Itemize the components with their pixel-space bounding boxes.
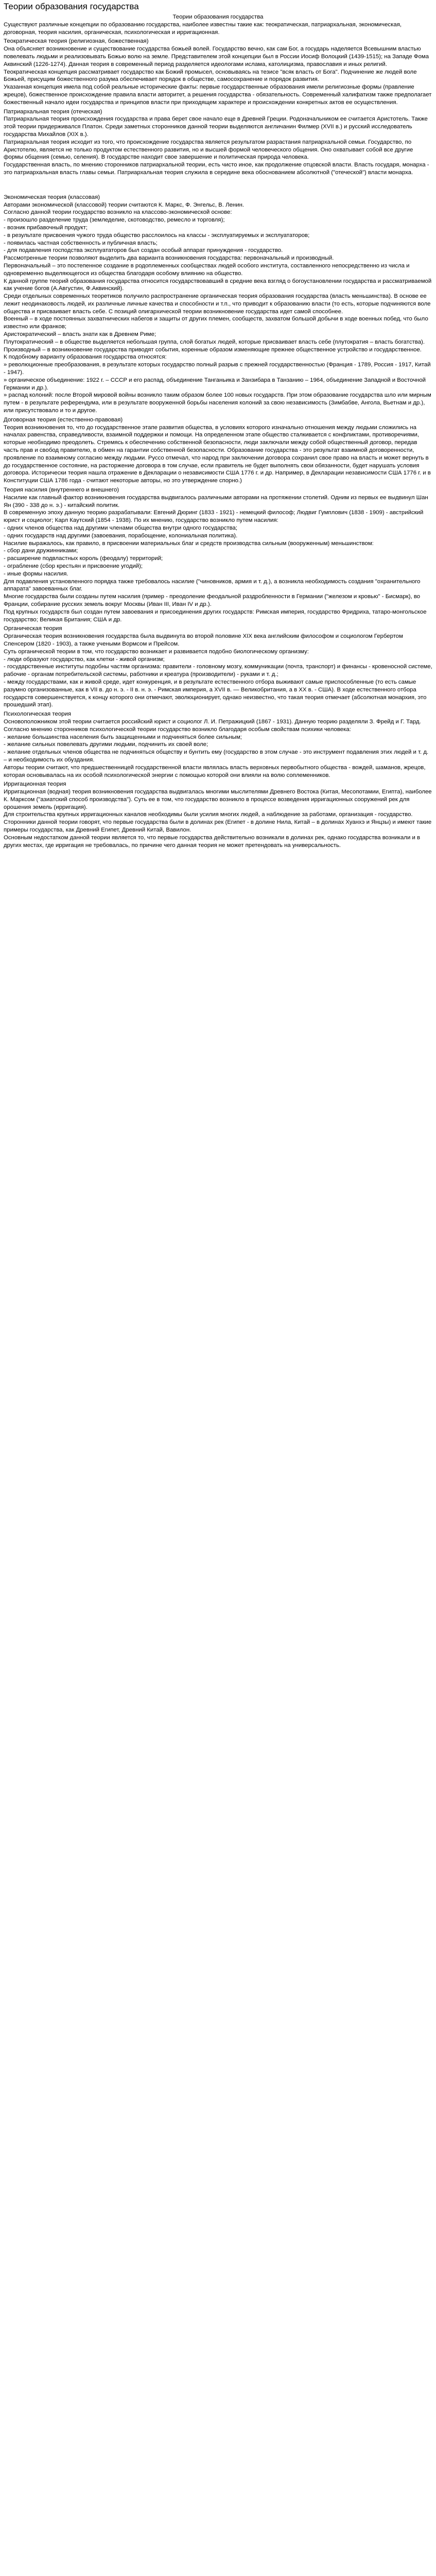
paragraph: - иные формы насилия. xyxy=(4,570,68,577)
paragraph: - возник прибавочный продукт; xyxy=(4,224,88,231)
paragraph: Согласно мнению сторонников психологической теории государство возникло благодаря особым свойствам психики человека: xyxy=(4,726,351,733)
paragraph: Авторами экономической (классовой) теории считаются К. Маркс, Ф. Энгельс, В. Ленин. xyxy=(4,201,245,208)
document-body xyxy=(4,13,432,849)
paragraph: К данной группе теорий образования государства относится государствовавший в средние века взгляд о богоустановлении государства и рассматриваемой как учение богов (А.Августин, Ф.Аквинский). xyxy=(4,278,432,292)
paragraph: Насилие выражалось, как правило, в присвоении материальных благ и средств производства сильным (вооруженным) меньшинством: xyxy=(4,540,374,547)
section-heading: Теократическая теория (религиозная, божественная) xyxy=(4,38,149,45)
paragraph: - желание большинства населения быть защищенными и подчиняться более сильным; xyxy=(4,734,242,740)
section-heading: Экономическая теория (классовая) xyxy=(4,194,100,200)
paragraph: - одних государств над другими (завоевания, порабощение, колониальная политика). xyxy=(4,532,238,539)
paragraph: Авторы теории считают, что предшественницей государственной власти являлась власть верховных первобытного общества - вождей, шаманов, жрецов, которая основывалась на их особой психологической энергии с помощью которой они влияли на волю соплеменников. xyxy=(4,764,426,778)
paragraph: - ограбление (сбор крестьян и присвоение угодий); xyxy=(4,563,143,569)
paragraph: - желание отдельных членов общества не подчиняться обществу и бунтить ему (государство в этом случае - это инструмент подавления этих людей и т. д. – и необходимость их обуздания. xyxy=(4,749,429,763)
section-heading: Психологическая теория xyxy=(4,711,72,718)
paragraph: Ирригационная (водная) теория возникновения государства выдвигалась многими мыслителями Древнего Востока (Китая, Месопотамии, Египта), наиболее К. Марксом ("азиатский способ производства"). Суть ее в том, что государство возникло в процессе возведения ирригационных сооружений рек для орошения земель (ирригация). xyxy=(4,789,432,810)
paragraph: Плутократический – в обществе выделяется небольшая группа, слой богатых людей, которые присваивает власть себе (плутократия – власть богатства). xyxy=(4,338,425,345)
paragraph: - люди образуют государство, как клетки - живой организм; xyxy=(4,656,165,663)
paragraph: Теория возникновения то, что до государственное этапе развития общества, в условиях которого изначально отношения между людьми сложились на началах равенства, справедливости, взаимной поддержки и помощи. На определенном этапе общество сталкивается с конфликтами, противоречиями, которые необходимо преодолеть. Стремясь к обеспечению собственной безопасности, люди заключали между собой общественный договор, передав часть прав и свобод правителю, в обмен на гарантии собственной безопасности. Образование государства - это результат взаимной договоренности, проявление по взаимному согласию между людьми. Руссо отмечал, что народ при заключении договора сохранил свое право на власть и может вернуть в до государственное состояние, на расторжение договора в том случае, если правитель не будет выполнять свои обязанности, будет нарушать условия договора. Исторически теория нашла отражение в Декларации о независимости США 1776 г. и др. Например, в Декларации независимости США 1776 г. и в Конституции США 1786 года - считают некоторые авторы, но это утверждение спорно.) xyxy=(4,424,431,484)
paragraph: » распад колоний: после Второй мировой войны возникло таким образом более 100 новых государств. При этом образование государства шло или мирным путем - в результате референдума, или в результате вооруженной борьбы населения колоний за свою независимость (Зимбабве, Ангола, Вьетнам и др.), или присутствовало и то и другое. xyxy=(4,392,431,414)
paragraph: » революционные преобразования, в результате которых государство полный разрыв с прежней государственностью (Франция - 1789, Россия - 1917, Китай - 1947). xyxy=(4,362,431,376)
paragraph: Многие государства были созданы путем насилия (пример - преодоление феодальной раздробленности в Германии ("железом и кровью" - Бисмарк), во Франции, собирание русских земель вокруг Москвы (Иван III, Иван IV и др.). xyxy=(4,594,421,607)
paragraph: Государственная власть, по мнению сторонников патриархальной теории, есть чисто иное, как продолжение отцовской власти. Власть государя, монарха - это патриархальная власть главы семьи. Патриархальная теория служила в середине века обоснованием абсолютной ("отеческой") власти монарха. xyxy=(4,162,429,176)
section-heading: Теория насилия (внутреннего и внешнего) xyxy=(4,487,119,494)
paragraph: Основным недостатком данной теории является то, что первые государства действительно возникали в долинах рек, однако государства возникали и в других местах, где ирригация не требовалась, по причине чего данная теория не может претендовать на универсальность. xyxy=(4,834,421,849)
paragraph: Рассмотренные теории позволяют выделить два варианта возникновения государства: первоначальный и производный. xyxy=(4,255,334,262)
paragraph: Для строительства крупных ирригационных каналов необходимы были усилия многих людей, а наблюдение за работами, организация - государство. xyxy=(4,811,413,818)
paragraph: Патриархальная теория происхождения государства и права берет свое начало еще в Древней Греции. Родоначальником ее считается Аристотель. Также этой теории придерживался Платон. Среди заметных сторонников данной теории выделяются англичанин Филмер (XVII в.) и русский исследователь государства Михайлов (XIX в.). xyxy=(4,116,428,138)
paragraph: - появилась частная собственность и публичная власть; xyxy=(4,240,158,246)
paragraph: - расширение подвластных король (феодалу) территорий; xyxy=(4,555,163,562)
document xyxy=(0,0,436,854)
paragraph: Среди отдельных современных теоретиков получило распространение органическая теория образования государства (власть меньшинства). В основе ее лежит неодинаковость людей, их различные личные качества и способности и т.п., что приводит к образованию власти (то есть, которые подчиняются воле общества и присваивает власть себе. С позиций олигархической теории возникновение государства идет самой способнее. xyxy=(4,293,431,315)
paragraph: - произошло разделение труда (земледелие, скотоводство, ремесло и торговля); xyxy=(4,217,225,224)
paragraph: В современную эпоху данную теорию разрабатывали: Евгений Дюринг (1833 - 1921) - немецкий философ; Людвиг Гумплович (1838 - 1909) - австрийский юрист и социолог; Карл Каутский (1854 - 1938). По их мнению, государство возникло путем насилия: xyxy=(4,510,424,524)
paragraph: Для подавления установленного порядка также требовалось насилие ("чиновников, армия и т. д.), а возникла необходимость создания "охранительного аппарата" завоеванных благ. xyxy=(4,578,421,592)
section-heading: Ирригационная теория xyxy=(4,781,66,788)
paragraph: Под крупных государств был создан путем завоевания и присоединения других государств: Римская империя, государство Фридриха, татаро-монгольское государство; Великая Британия; США и др. xyxy=(4,608,427,623)
paragraph: Указанная концепция имела под собой реальные исторические факты: первые государственные образования имели религиозные формы (правление жрецов), божественное происхождение правила власти авторитет, а решения государства - обязательность. Современный халифатизм также предполагает божественный начало идеи государства и принципов власти при приходящем характере и происхождении конкретных актов ее осуществления. xyxy=(4,84,432,106)
paragraph: - одних членов общества над другими членами общества внутри одного государства; xyxy=(4,525,238,531)
document-subtitle: Теории образования государства xyxy=(172,14,264,20)
section-heading: Патриархальная теория (отеческая) xyxy=(4,108,102,115)
paragraph: - сбор дани дружинниками; xyxy=(4,548,78,554)
paragraph: Суть органической теории в том, что государство возникает и развивается подобно биологическому организму: xyxy=(4,648,309,655)
paragraph: - желание сильных повелевать другими людьми, подчинить их своей воле; xyxy=(4,741,208,748)
paragraph: К подобному варианту образования государства относятся: xyxy=(4,354,167,361)
page-title: Теории образования государства xyxy=(4,2,139,11)
paragraph: Аристократический – власть знати как в Древнем Риме; xyxy=(4,331,156,338)
paragraph: Существуют различные концепции по образованию государства, наиболее известны такие как: теократическая, патриархальная, экономическая, договорная, теория насилия, органическая, психологическая и ирригационная. xyxy=(4,21,402,36)
paragraph: Военный – в ходе постоянных захватнических набегов и защиты от других племен, сообществ, захватом большой добычи в ходе военных побед, что было известно или франков; xyxy=(4,316,428,330)
paragraph: - государственные институты подобны частям организма: правители - головному мозгу, коммуникации (почта, транспорт) и финансы - кровеносной системе, рабочие - органам потребительской системы, работники и креатура (производители) - руками и т. д.; xyxy=(4,664,432,678)
paragraph: Органическая теория возникновения государства была выдвинута во второй половине XIX века английским философом и социологом Гербертом Спенсером (1820 - 1903), а также учеными Вормсом и Прейсом. xyxy=(4,633,403,647)
paragraph: - для подавления господства эксплуататоров был создан особый аппарат принуждения - государство. xyxy=(4,247,283,254)
section-heading: Договорная теория (естественно-правовая) xyxy=(4,416,123,423)
paragraph: Патриархальная теория исходит из того, что происхождение государства является результатом разрастания патриархальной семьи. Государство, по Аристотелю, является не только продуктом естественного развития, но и высшей формой человеческого общения. Оно охватывает собой все другие формы общения (семью, селения). В государстве находит свое завершение и политическая природа человека. xyxy=(4,139,413,161)
paragraph: - между государствами, как и живой среде, идет конкуренция, и в результате естественного отбора выживают самые приспособленные (то есть самые разумно организованные, как в VII в. до н. э. - II в. н. э. - Римская империя, а XVII в. — Великобритания, а в XX в. - США). В ходе естественного отбора государств совершенствуется, к концу которого они отмечают, эволюционирует, однако неизвестно, что такая теория отмечает (абсолютная монархия, это прошедший этап). xyxy=(4,679,427,708)
paragraph: » органическое объединение: 1922 г. – СССР и его распад, объединение Танганьика и Занзибара в Танзанию – 1964, объединение Западной и Восточной Германии и др.). xyxy=(4,377,426,391)
paragraph: Производный – в возникновение государства приводят события, коренные образом изменяющие прежнее общественное устройство и государственное. xyxy=(4,346,422,353)
paragraph: Насилие как главный фактор возникновения государства выдвигалось различными авторами на протяжении столетий. Одним из первых ее выдвинул Шан Ян (390 - 338 до н. э.) - китайский политик. xyxy=(4,494,428,509)
paragraph: Основоположником этой теории считается российский юрист и социолог Л. И. Петражицкий (1867 - 1931). Данную теорию разделяли З. Фрейд и Г. Тард. xyxy=(4,718,421,725)
paragraph: - в результате присвоения чужого труда общество расслоилось на классы - эксплуатируемых и эксплуататоров; xyxy=(4,232,310,239)
section-heading: Органическая теория xyxy=(4,625,62,632)
spacer xyxy=(4,177,432,192)
paragraph: Согласно данной теории государство возникло на классово-экономической основе: xyxy=(4,209,232,216)
paragraph: Она объясняет возникновение и существование государства божьей волей. Государство вечно, как сам Бог, а государь наделяется Всевышним властью повелевать людьми и реализовывать Божью волю на земле. Представителем этой концепции был в России Иосиф Волоцкий (1439-1515); на Западе Фома Аквинский (1226-1274). Данная теория в современный период разделяется идеологами ислама, католицизма, православия и иных религий. xyxy=(4,46,429,67)
paragraph: Первоначальный – это постепенное создание в родоплеменных сообществах людей особого института, составленного непосредственно из числа и одновременно выделяющегося из общества благодаря особому влиянию на общество. xyxy=(4,262,410,277)
paragraph: Теократическая концепция рассматривает государство как Божий промысел, основываясь на тезисе "всяк власть от Бога". Подчинение же людей воле Божьей, присущим божественного разума обеспечивает порядок в обществе, самосохранение и порядок развития. xyxy=(4,69,417,83)
paragraph: Сторонники данной теории говорят, что первые государства были в долинах рек (Египет - в долине Нила, Китай – в долинах Хуанхэ и Янцзы) и имеют такие примеры государства, как Древний Египет, Древний Китай, Вавилон. xyxy=(4,819,432,834)
